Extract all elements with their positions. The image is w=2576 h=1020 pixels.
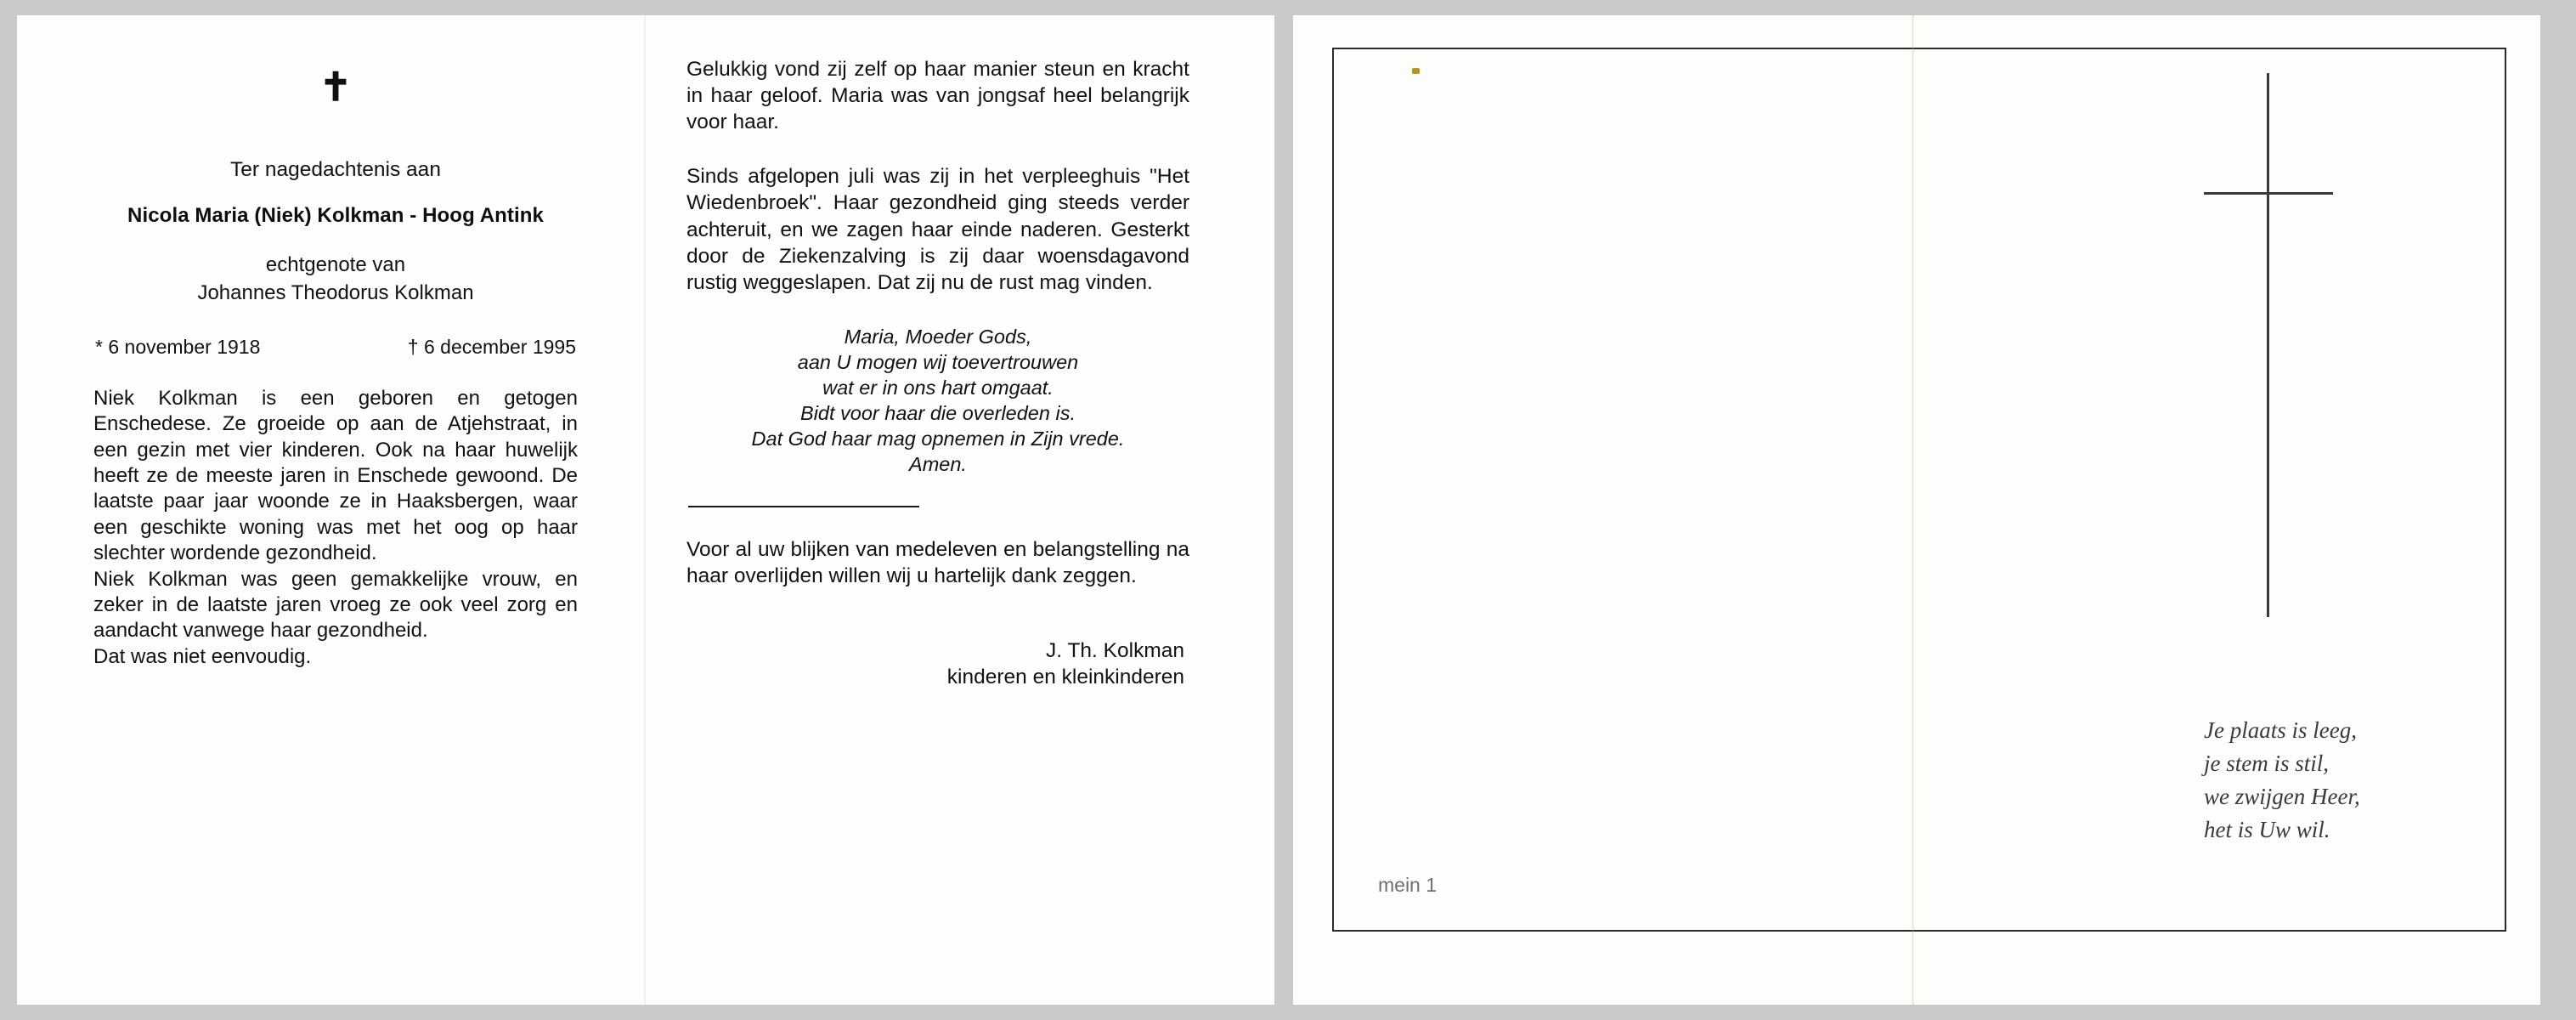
deceased-name: Nicola Maria (Niek) Kolkman - Hoog Antink bbox=[127, 204, 544, 227]
memorial-card-back bbox=[1293, 15, 2540, 1005]
spouse-label: echtgenote van bbox=[265, 253, 406, 276]
card-page-left bbox=[17, 15, 644, 1005]
memorial-paragraph: Gelukkig vond zij zelf op haar manier steun en kracht in haar geloof. Maria was van jongsaf heel belangrijk voor haar. bbox=[686, 58, 1189, 134]
large-cross-icon bbox=[2267, 73, 2269, 617]
signature-block bbox=[686, 638, 1189, 692]
prayer-line: Amen. bbox=[909, 453, 967, 476]
prayer-line: wat er in ons hart omgaat. bbox=[822, 377, 1054, 400]
gold-dot-icon bbox=[1412, 68, 1420, 74]
prayer-line: aan U mogen wij toevertrouwen bbox=[797, 350, 1079, 373]
biography-paragraph: Niek Kolkman is een geboren en getogen Enschedese. Ze groeide op aan de Atjehstraat, in een gezin met vier kinderen. Ook na haar huwelijk heeft ze de meeste jaren in Enschede gewoond. De laatste paar jaar woonde ze in Haaksbergen, waar een geschikte woning was met het oog op haar slechter wordende gezondheid. bbox=[93, 387, 578, 565]
poem-line: je stem is stil, bbox=[2204, 751, 2329, 777]
poem-block bbox=[2204, 714, 2484, 847]
memorial-paragraph: Sinds afgelopen juli was zij in het verpleeghuis "Het Wiedenbroek". Haar gezondheid ging steeds verder achteruit, en we zagen haar einde naderen. Gesterkt door de Ziekenzalving is zij daar woensdagavond rustig weggeslapen. Dat zij nu de rust mag vinden. bbox=[686, 165, 1189, 294]
signature-line: J. Th. Kolkman bbox=[1046, 638, 1184, 662]
biography-paragraph: Dat was niet eenvoudig. bbox=[93, 644, 312, 668]
birth-date: * 6 november 1918 bbox=[95, 336, 261, 358]
life-dates bbox=[93, 336, 578, 359]
signature-line: kinderen en kleinkinderen bbox=[946, 666, 1184, 689]
prayer-line: Maria, Moeder Gods, bbox=[844, 325, 1032, 348]
poem-line: het is Uw wil. bbox=[2204, 817, 2330, 843]
spouse-name: Johannes Theodorus Kolkman bbox=[197, 281, 474, 304]
prayer-block bbox=[686, 324, 1189, 477]
thanks-paragraph: Voor al uw blijken van medeleven en belangstelling na haar overlijden willen wij u hartelijk dank zeggen. bbox=[686, 538, 1189, 588]
large-cross-icon-crossbar bbox=[2204, 192, 2333, 195]
card-page-right bbox=[644, 15, 1274, 1005]
dedication-line: Ter nagedachtenis aan bbox=[230, 158, 441, 181]
prayer-line: Bidt voor haar die overleden is. bbox=[800, 402, 1076, 425]
poem-line: we zwijgen Heer, bbox=[2204, 784, 2360, 810]
latin-cross-icon: ✝ bbox=[319, 65, 353, 109]
biography-paragraph: Niek Kolkman was geen gemakkelijke vrouw, en zeker in de laatste jaren vroeg ze ook veel zorg en aandacht vanwege haar gezondheid. bbox=[93, 567, 578, 643]
archive-label: mein 1 bbox=[1378, 874, 1438, 896]
poem-line: Je plaats is leeg, bbox=[2204, 717, 2357, 743]
prayer-line: Dat God haar mag opnemen in Zijn vrede. bbox=[751, 428, 1125, 450]
death-date: † 6 december 1995 bbox=[407, 336, 576, 358]
memorial-card-front bbox=[17, 15, 1274, 1005]
horizontal-rule bbox=[688, 506, 919, 507]
